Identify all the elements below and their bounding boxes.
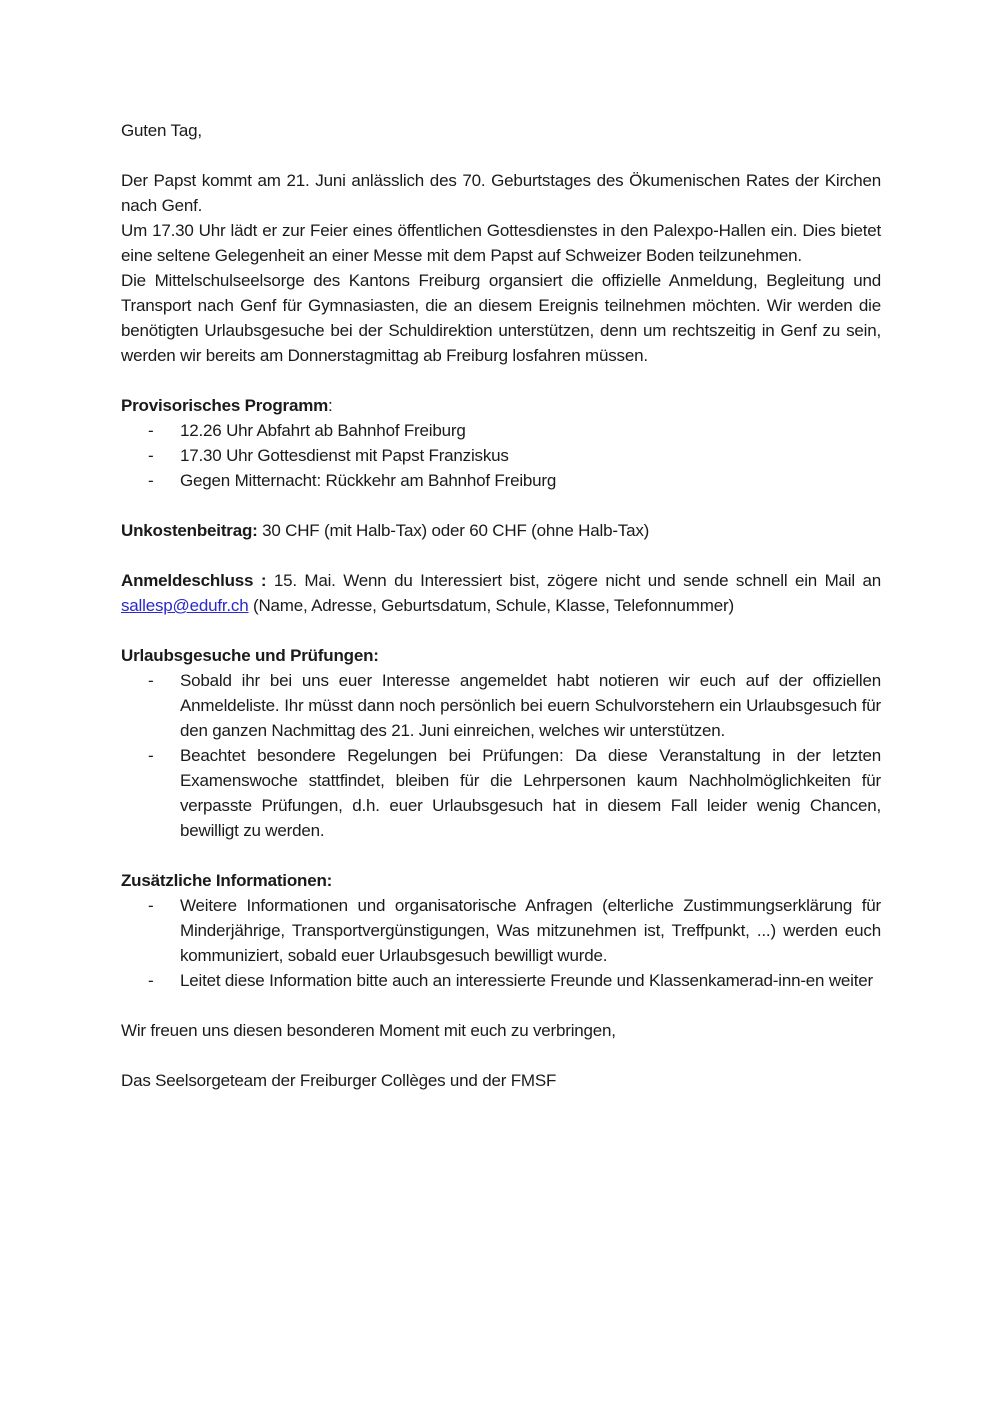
program-item-text: 12.26 Uhr Abfahrt ab Bahnhof Freiburg (180, 421, 466, 440)
intro-paragraph-2: Um 17.30 Uhr lädt er zur Feier eines öffentlichen Gottesdienstes in den Palexpo-Hallen ein. Dies bietet eine seltene Gelegenheit an einer Messe mit dem Papst auf Schweizer Boden teilzunehmen. (121, 221, 881, 265)
bullet-dash: - (148, 471, 154, 490)
leave-section (121, 643, 881, 843)
bullet-dash: - (148, 671, 154, 690)
cost-label: Unkostenbeitrag: (121, 521, 258, 540)
additional-section (121, 868, 881, 993)
closing-line: Wir freuen uns diesen besonderen Moment mit euch zu verbringen, (121, 1021, 616, 1040)
program-item-text: Gegen Mitternacht: Rückkehr am Bahnhof Freiburg (180, 471, 557, 490)
bullet-dash: - (148, 446, 154, 465)
bullet-dash: - (148, 971, 154, 990)
intro-section (121, 168, 881, 368)
leave-item (148, 743, 881, 843)
deadline-text-after: (Name, Adresse, Geburtsdatum, Schule, Klasse, Telefonnummer) (248, 596, 734, 615)
signature-line: Das Seelsorgeteam der Freiburger Collèges und der FMSF (121, 1071, 557, 1090)
program-item (148, 418, 881, 443)
additional-heading: Zusätzliche Informationen: (121, 871, 333, 890)
leave-list (121, 668, 881, 843)
leave-item-text: Beachtet besondere Regelungen bei Prüfungen: Da diese Veranstaltung in der letzten Examenswoche stattfindet, bleiben für die Lehrpersonen kaum Nachholmöglichkeiten für verpasste Prüfungen, d.h. euer Urlaubsgesuch hat in diesem Fall leider wenig Chancen, bewilligt zu werden. (180, 746, 881, 840)
additional-list (121, 893, 881, 993)
program-section (121, 393, 881, 493)
additional-item (148, 893, 881, 968)
leave-heading: Urlaubsgesuche und Prüfungen: (121, 646, 379, 665)
deadline-text-before: 15. Mai. Wenn du Interessiert bist, zögere nicht und sende schnell ein Mail an (266, 571, 881, 590)
cost-text: 30 CHF (mit Halb-Tax) oder 60 CHF (ohne Halb-Tax) (257, 521, 650, 540)
deadline-paragraph (121, 568, 881, 618)
leave-item (148, 668, 881, 743)
additional-item-text: Weitere Informationen und organisatorische Anfragen (elterliche Zustimmungserklärung für Minderjährige, Transportvergünstigungen, Was mitzunehmen ist, Treffpunkt, ...) werden euch kommuniziert, sobald euer Urlaubsgesuch bewilligt wurde. (180, 896, 881, 965)
program-list (121, 418, 881, 493)
program-item-text: 17.30 Uhr Gottesdienst mit Papst Franziskus (180, 446, 509, 465)
bullet-dash: - (148, 421, 154, 440)
bullet-dash: - (148, 746, 154, 765)
program-item (148, 443, 881, 468)
program-heading-colon: : (328, 396, 333, 415)
intro-paragraph-3: Die Mittelschulseelsorge des Kantons Freiburg organsiert die offizielle Anmeldung, Begleitung und Transport nach Genf für Gymnasiasten, die an diesem Ereignis teilnehmen möchten. Wir werden die benötigten Urlaubsgesuche bei der Schuldirektion unterstützen, denn um rechtszeitig in Genf zu sein, werden wir bereits am Donnerstagmittag ab Freiburg losfahren müssen. (121, 271, 881, 365)
deadline-label: Anmeldeschluss : (121, 571, 267, 590)
program-item (148, 468, 881, 493)
program-heading: Provisorisches Programm (121, 396, 329, 415)
bullet-dash: - (148, 896, 154, 915)
additional-item (148, 968, 881, 993)
leave-item-text: Sobald ihr bei uns euer Interesse angemeldet habt notieren wir euch auf der offiziellen Anmeldeliste. Ihr müsst dann noch persönlich bei euern Schulvorstehern ein Urlaubsgesuch für den ganzen Nachmittag des 21. Juni einreichen, welches wir unterstützen. (180, 671, 881, 740)
greeting: Guten Tag, (121, 121, 202, 140)
additional-item-text: Leitet diese Information bitte auch an interessierte Freunde und Klassenkamerad-inn-en weiter (180, 971, 873, 990)
intro-paragraph-1: Der Papst kommt am 21. Juni anlässlich des 70. Geburtstages des Ökumenischen Rates der Kirchen nach Genf. (121, 171, 881, 215)
email-link[interactable]: sallesp@edufr.ch (121, 596, 249, 615)
cost-line (121, 518, 881, 543)
